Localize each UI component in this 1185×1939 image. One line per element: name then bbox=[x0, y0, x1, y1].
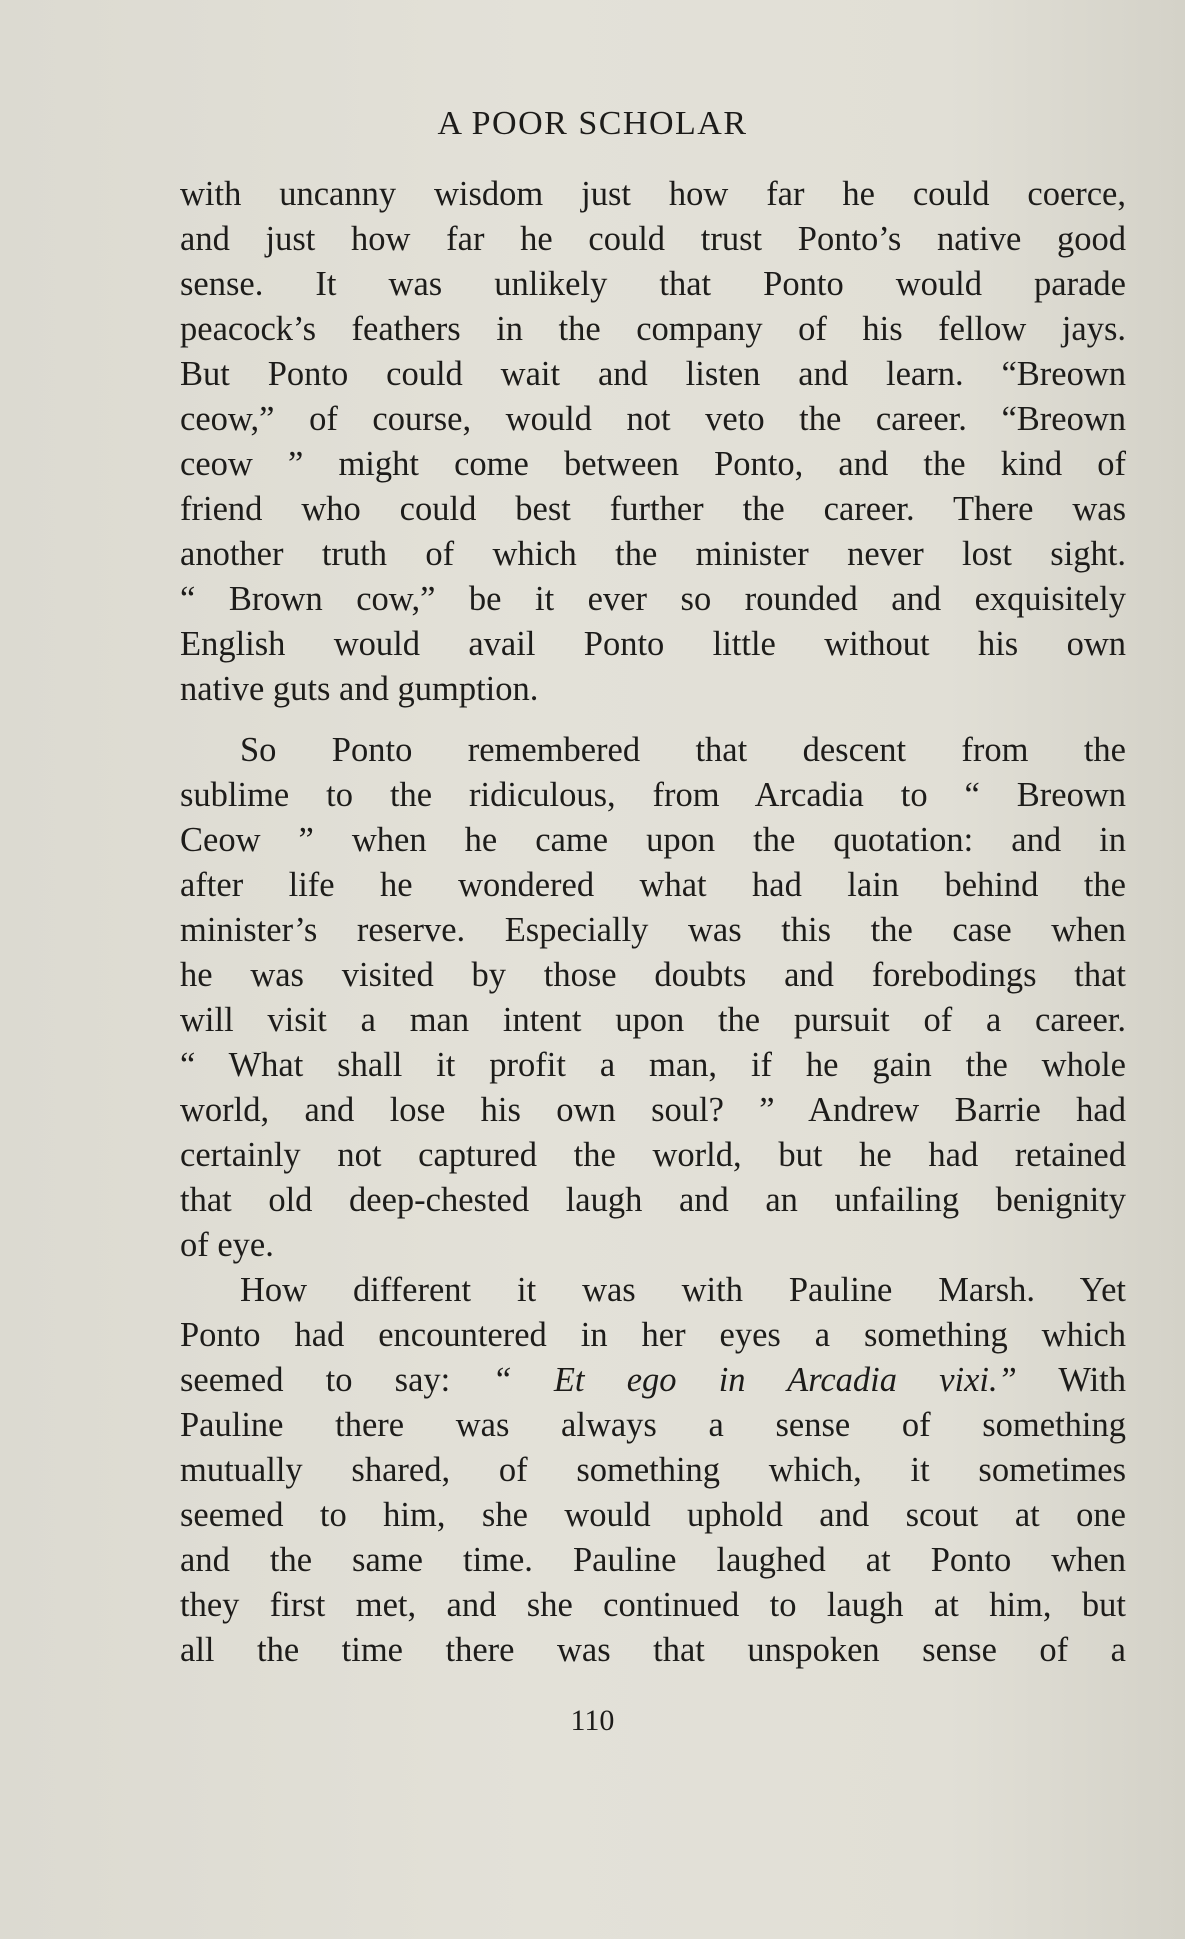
text-line: all the time there was that unspoken sense of a bbox=[180, 1631, 1126, 1669]
text-line: with uncanny wisdom just how far he could coerce, bbox=[180, 175, 1126, 213]
text-line: English would avail Ponto little without his own bbox=[180, 625, 1126, 663]
text-line: he was visited by those doubts and forebodings that bbox=[180, 956, 1126, 994]
running-head: A POOR SCHOLAR bbox=[437, 105, 748, 142]
text-line: peacock’s feathers in the company of his fellow jays. bbox=[180, 310, 1126, 348]
text-line-with-latin-quote bbox=[180, 1358, 1126, 1403]
text-line: mutually shared, of something which, it sometimes bbox=[180, 1451, 1126, 1489]
text-line: But Ponto could wait and listen and learn. “Breown bbox=[180, 355, 1126, 393]
text-line: sublime to the ridiculous, from Arcadia to “ Breown bbox=[180, 776, 1126, 814]
text-line: “ What shall it profit a man, if he gain the whole bbox=[180, 1046, 1126, 1084]
text-line: Pauline there was always a sense of something bbox=[180, 1406, 1126, 1444]
text-line: sense. It was unlikely that Ponto would parade bbox=[180, 265, 1126, 303]
text-line: ceow,” of course, would not veto the career. “Breown bbox=[180, 400, 1126, 438]
text-line: world, and lose his own soul? ” Andrew Barrie had bbox=[180, 1091, 1126, 1129]
paragraph-gap bbox=[180, 712, 1126, 728]
latin-quotation: “ Et ego in Arcadia vixi.” bbox=[492, 1361, 1017, 1399]
text-line: “ Brown cow,” be it ever so rounded and exquisitely bbox=[180, 580, 1126, 618]
text-line: another truth of which the minister never lost sight. bbox=[180, 535, 1126, 573]
text-line: seemed to him, she would uphold and scout at one bbox=[180, 1496, 1126, 1534]
text-line: and just how far he could trust Ponto’s native good bbox=[180, 220, 1126, 258]
paragraph-2 bbox=[180, 728, 1126, 1268]
text-line: Ceow ” when he came upon the quotation: and in bbox=[180, 821, 1126, 859]
text-line: minister’s reserve. Especially was this the case when bbox=[180, 911, 1126, 949]
text-line: friend who could best further the career. There was bbox=[180, 490, 1126, 528]
page-number: 110 bbox=[570, 1704, 615, 1737]
body-text bbox=[180, 172, 1126, 1673]
text-line: Ponto had encountered in her eyes a something which bbox=[180, 1316, 1126, 1354]
text-line: So Ponto remembered that descent from the bbox=[240, 731, 1126, 769]
text-line: they first met, and she continued to laugh at him, but bbox=[180, 1586, 1126, 1624]
text-line: How different it was with Pauline Marsh. Yet bbox=[240, 1271, 1126, 1309]
text-line: will visit a man intent upon the pursuit of a career. bbox=[180, 1001, 1126, 1039]
latin-line-lead: seemed to say: bbox=[180, 1361, 493, 1399]
text-line: after life he wondered what had lain behind the bbox=[180, 866, 1126, 904]
latin-line-tail: With bbox=[1016, 1361, 1127, 1399]
paragraph-1 bbox=[180, 172, 1126, 712]
text-line: and the same time. Pauline laughed at Ponto when bbox=[180, 1541, 1126, 1579]
text-line: ceow ” might come between Ponto, and the kind of bbox=[180, 445, 1126, 483]
text-line: certainly not captured the world, but he had retained bbox=[180, 1136, 1126, 1174]
paragraph-3 bbox=[180, 1268, 1126, 1673]
text-line: native guts and gumption. bbox=[180, 670, 539, 708]
text-line: of eye. bbox=[180, 1226, 274, 1264]
text-line: that old deep-chested laugh and an unfailing benignity bbox=[180, 1181, 1126, 1219]
